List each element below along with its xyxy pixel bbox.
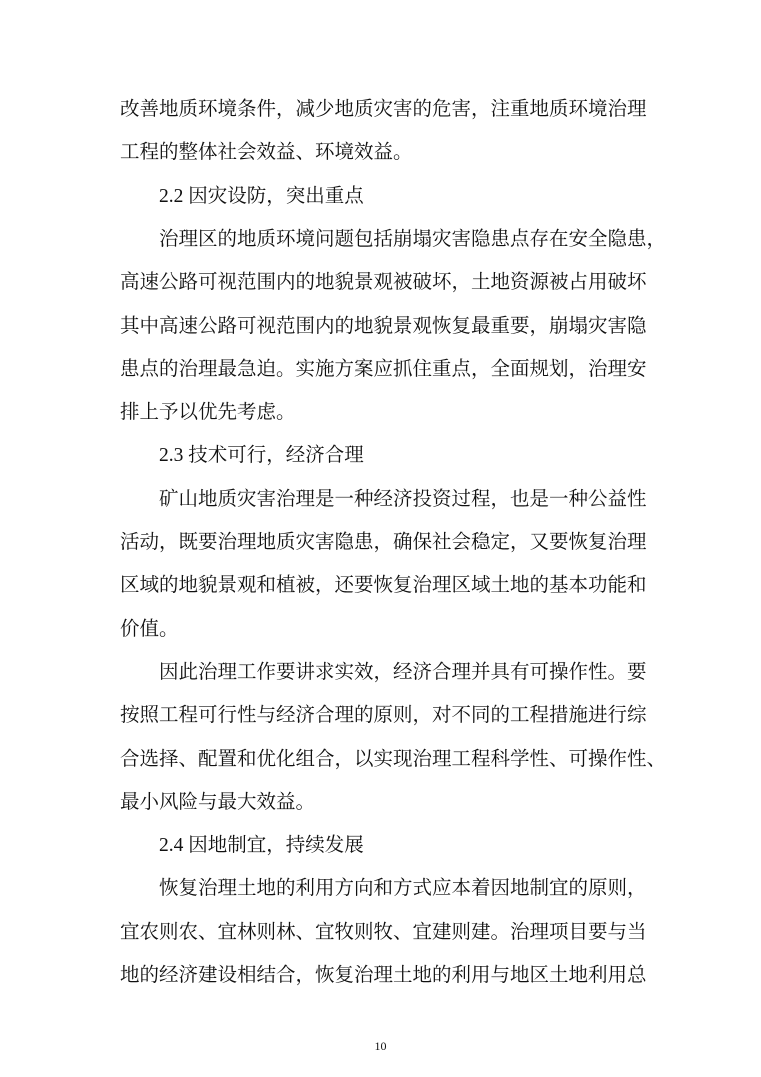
text-line: 宜农则农、宜林则林、宜牧则牧、宜建则建。治理项目要与当 [120, 921, 647, 943]
page-number: 10 [374, 1039, 387, 1053]
text-line: 价值。 [120, 618, 179, 640]
text-line: 其中高速公路可视范围内的地貌景观恢复最重要，崩塌灾害隐 [120, 315, 647, 337]
text-line: 区域的地貌景观和植被，还要恢复治理区域土地的基本功能和 [120, 575, 647, 597]
text-line: 最小风险与最大效益。 [120, 791, 316, 813]
text-line: 恢复治理土地的利用方向和方式应本着因地制宜的原则， [159, 878, 647, 900]
text-line: 合选择、配置和优化组合，以实现治理工程科学性、可操作性、 [120, 748, 667, 770]
text-line: 按照工程可行性与经济合理的原则，对不同的工程措施进行综 [120, 705, 647, 727]
text-line: 排上予以优先考虑。 [120, 402, 296, 424]
text-line: 2.3 技术可行，经济合理 [159, 445, 364, 467]
text-line: 工程的整体社会效益、环境效益。 [120, 142, 413, 164]
text-line: 治理区的地质环境问题包括崩塌灾害隐患点存在安全隐患， [159, 228, 667, 250]
text-line: 因此治理工作要讲求实效，经济合理并具有可操作性。要 [159, 661, 647, 683]
text-line: 患点的治理最急迫。实施方案应抓住重点，全面规划，治理安 [120, 358, 647, 380]
text-line: 2.2 因灾设防，突出重点 [159, 185, 364, 207]
text-line: 活动，既要治理地质灾害隐患，确保社会稳定，又要恢复治理 [120, 532, 647, 553]
text-line: 地的经济建设相结合，恢复治理土地的利用与地区土地利用总 [120, 965, 647, 986]
text-line: 矿山地质灾害治理是一种经济投资过程，也是一种公益性 [159, 488, 647, 510]
text-line: 2.4 因地制宜，持续发展 [159, 835, 364, 857]
text-line: 改善地质环境条件，减少地质灾害的危害，注重地质环境治理 [120, 99, 647, 120]
text-line: 高速公路可视范围内的地貌景观被破坏，土地资源被占用破坏 [120, 272, 647, 294]
